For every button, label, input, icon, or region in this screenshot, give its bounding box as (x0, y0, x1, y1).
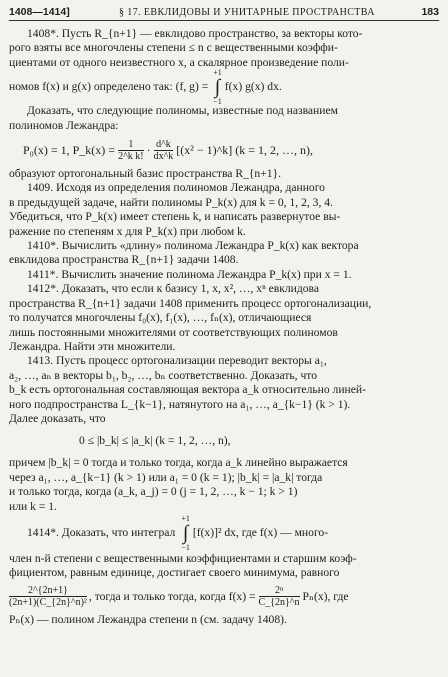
formula-left: P₀(x) = 1, P_k(x) = (23, 142, 116, 157)
text-line: 1412*. Доказать, что если к базису 1, x, x², …, xⁿ евклидова (27, 282, 320, 296)
text-line: пространства R_{n+1} задачи 1408 применить процесс ортогонализации, (9, 296, 372, 310)
integrand: [f(x)]² dx, где f(x) — много- (192, 525, 329, 539)
formula-right: [(x² − 1)^k] (k = 1, 2, …, n), (176, 142, 314, 157)
text-span: , тогда и только тогда, когда f(x) = (88, 589, 256, 603)
text-line: 1410*. Вычислить «длину» полинома Лежандра P_k(x) как вектора (27, 239, 359, 253)
fraction-denominator: (2n+1)(C_{2n}^n)² (9, 597, 87, 609)
integral-lower-limit: −1 (181, 542, 190, 552)
text-span: Pₙ(x), где (302, 589, 349, 603)
text-line: рого взяты все многочлены степени ≤ n с вещественными коэффи- (9, 41, 338, 55)
fraction (259, 585, 300, 608)
problem-1413 (9, 354, 439, 514)
text-line: ного подпространства L_{k−1}, натянутого на a₁, …, a_{k−1} (k > 1). (9, 397, 351, 411)
fraction-numerator: 2^{2n+1} (9, 585, 87, 597)
section-title: § 17. ЕВКЛИДОВЫ И УНИТАРНЫЕ ПРОСТРАНСТВА (119, 7, 375, 18)
text-line: 1411*. Вычислить значение полинома Лежандра P_k(x) при x = 1. (27, 267, 352, 281)
problem-1412 (9, 282, 439, 354)
text-line: через a₁, …, a_{k−1} (k > 1) или a₁ = 0 (k = 1); |b_k| = |a_k| тогда (9, 470, 323, 484)
inner-product-line (9, 68, 439, 107)
integral-upper-limit: +1 (181, 513, 190, 523)
text-line: 1413. Пусть процесс ортогонализации переводит векторы a₁, (27, 354, 327, 368)
text-line: фициентом, равным единице, достигает своего минимума, равного (9, 566, 340, 580)
problem-1411 (9, 268, 439, 282)
text-line: или k = 1. (9, 499, 57, 513)
fraction-denominator: C_{2n}^n (258, 597, 300, 609)
dot-operator: · (146, 142, 151, 157)
legendre-formula (9, 133, 439, 167)
integral-upper-limit: +1 (213, 68, 222, 78)
problem-1409 (9, 181, 439, 239)
text-line: евклидова пространства R_{n+1} задачи 1408. (9, 253, 239, 267)
inequality-formula: 0 ≤ |b_k| ≤ |a_k| (k = 1, 2, …, n), (79, 434, 231, 448)
integral-line (9, 514, 439, 552)
problem-1410 (9, 239, 439, 268)
page-header (9, 6, 439, 21)
integral-sign (213, 68, 222, 106)
text-line: полиномов Лежандра: (9, 118, 119, 132)
text-line: и только тогда, когда (a_k, a_j) = 0 (j = 1, 2, …, k − 1; k > 1) (9, 485, 298, 499)
text-line: причем |b_k| = 0 тогда и только тогда, когда a_k линейно выражается (9, 456, 348, 470)
text-line: 1408*. Пусть R_{n+1} — евклидово пространство, за векторы кото- (27, 27, 363, 40)
text-line: a₂, …, aₙ в векторы b₁, b₂, …, bₙ соответственно. Доказать, что (9, 368, 318, 382)
page-number: 183 (421, 6, 439, 18)
text-line: Далее доказать, что (9, 411, 106, 425)
fraction-numerator: 1 (118, 139, 144, 151)
minimum-formula-line (9, 581, 439, 613)
fraction (118, 139, 144, 162)
text-line: циентами от одного неизвестного x, а скалярное произведение поли- (9, 55, 349, 69)
fraction-numerator: 2ⁿ (259, 585, 300, 597)
fraction (9, 585, 87, 608)
text-line: 1409. Исходя из определения полиномов Лежандра, данного (27, 181, 325, 195)
fraction-numerator: d^k (154, 139, 174, 151)
integral-symbol: ∫ (214, 76, 221, 99)
text-line: Убедиться, что P_k(x) имеет степень k, и написать развернутое вы- (9, 210, 341, 224)
fraction-denominator: 2^k k! (118, 150, 144, 162)
text-span: номов f(x) и g(x) определено так: (f, g) = (9, 80, 209, 94)
header-rule (9, 20, 439, 21)
text-line: Доказать, что следующие полиномы, известные под названием (27, 104, 338, 118)
integral-sign (181, 514, 190, 552)
problem-range: 1408—1414] (9, 6, 70, 18)
integral-symbol: ∫ (182, 521, 189, 544)
text-line: то получатся многочлены f₀(x), f₁(x), …, fₙ(x), отличающиеся (9, 311, 312, 325)
integrand: f(x) g(x) dx. (224, 80, 282, 94)
problem-1408 (9, 27, 439, 181)
text-line: b_k есть ортогональная составляющая вектора a_k относительно линей- (9, 383, 366, 397)
fraction-denominator: dx^k (153, 150, 174, 162)
derivative-fraction (154, 139, 174, 162)
text-line: Лежандра. Найти эти множители. (9, 339, 176, 353)
text-span: 1414*. Доказать, что интеграл (27, 525, 176, 539)
text-line: в предыдущей задаче, найти полиномы P_k(x) для k = 0, 1, 2, 3, 4. (9, 195, 333, 209)
text-line: образуют ортогональный базис пространства R_{n+1}. (9, 167, 282, 181)
integral-lower-limit: −1 (213, 97, 222, 107)
problem-1414 (9, 514, 439, 627)
text-line: ражение по степеням x для P_k(x) при любом k. (9, 224, 246, 238)
text-line: Pₙ(x) — полином Лежандра степени n (см. задачу 1408). (9, 612, 287, 626)
text-line: член n-й степени с вещественными коэффициентами и старшим коэф- (9, 551, 357, 565)
text-line: лишь постоянными множителями от соответствующих полиномов (9, 325, 338, 339)
